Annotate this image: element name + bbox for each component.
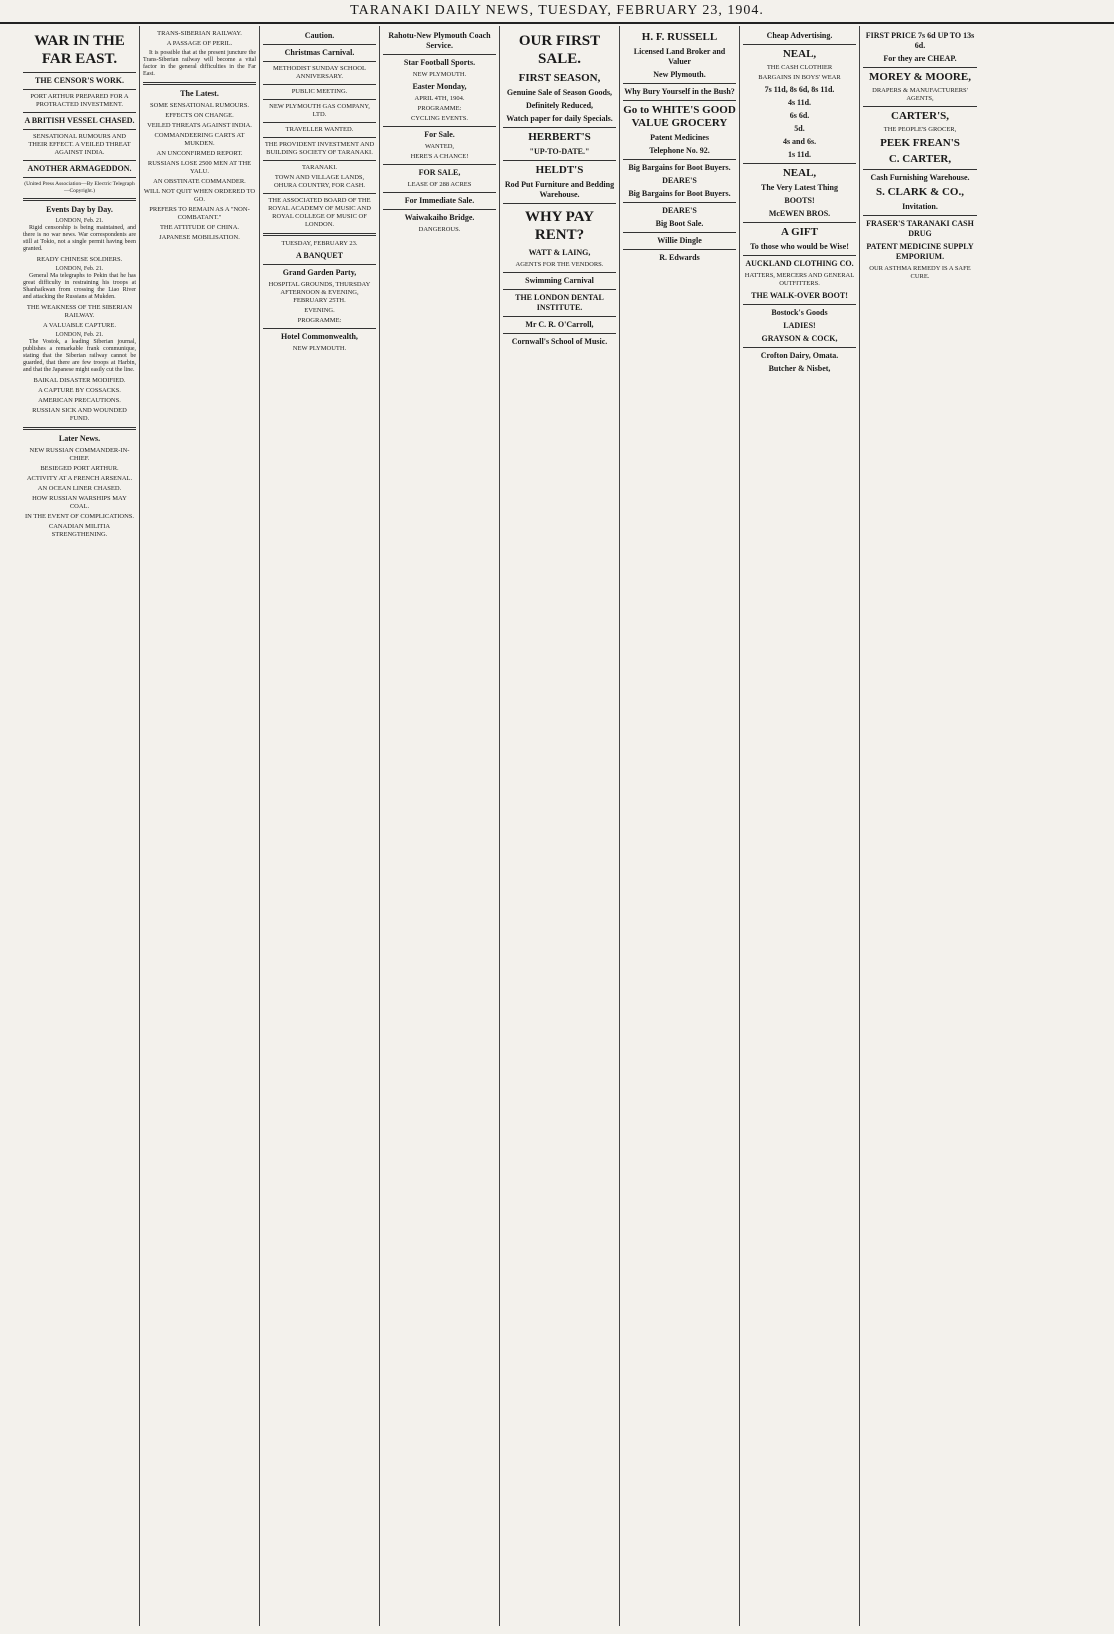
section-later-news: Later News.	[58, 434, 101, 443]
ad-heading: Caution.	[304, 31, 335, 40]
subheading: VEILED THREATS AGAINST INDIA.	[147, 122, 252, 129]
date-line: TUESDAY, FEBRUARY 23.	[281, 240, 358, 247]
ad-heading: Butcher & Nisbet,	[768, 364, 831, 373]
ad-heading: Watch paper for daily Specials.	[506, 114, 613, 123]
ad-heading: Easter Monday,	[412, 82, 467, 91]
ad-heading: AUCKLAND CLOTHING CO.	[745, 259, 854, 268]
ad-heading: For Sale.	[424, 130, 455, 139]
dateline: LONDON, Feb. 21.	[55, 218, 104, 224]
dateline: LONDON, Feb. 21.	[55, 266, 104, 272]
headline-british-vessel: A BRITISH VESSEL CHASED.	[24, 116, 135, 125]
column-8	[860, 26, 980, 1626]
ad-heading: OUR FIRST SALE.	[518, 33, 601, 67]
ad-heading: R. Edwards	[659, 253, 700, 262]
newspaper-columns	[20, 26, 1100, 1626]
subheading: A PASSAGE OF PERIL.	[166, 40, 233, 47]
subheading: CANADIAN MILITIA STRENGTHENING.	[48, 523, 111, 538]
ad-subheading: CYCLING EVENTS.	[410, 115, 469, 122]
headline-war: WAR IN THE FAR EAST.	[34, 33, 125, 67]
ad-heading: A BANQUET	[296, 251, 343, 260]
subheading: THE ATTITUDE OF CHINA.	[159, 224, 240, 231]
ad-subheading: WANTED,	[424, 143, 455, 150]
subheading: EFFECTS ON CHANGE.	[165, 112, 234, 119]
ad-subheading: DRAPERS & MANUFACTURERS' AGENTS,	[872, 87, 968, 102]
ad-subheading: PROGRAMME:	[417, 105, 462, 112]
ad-heading: The Very Latest Thing	[761, 183, 838, 192]
ad-heading: H. F. RUSSELL	[641, 31, 718, 43]
column-3	[260, 26, 380, 1626]
column-7	[740, 26, 860, 1626]
column-1	[20, 26, 140, 1626]
ad-heading: TOWN AND VILLAGE LANDS, OHURA COUNTRY, FOR CASH.	[273, 174, 366, 189]
ad-heading: Star Football Sports.	[403, 58, 476, 67]
ad-heading: THE PROVIDENT INVESTMENT AND BUILDING SOCIETY OF TARANAKI.	[264, 141, 375, 156]
ad-heading: A GIFT	[781, 226, 818, 238]
ad-subheading: HOSPITAL GROUNDS, THURSDAY AFTERNOON & EVENING, FEBRUARY 25TH.	[268, 281, 371, 304]
subheading: RUSSIAN SICK AND WOUNDED FUND.	[32, 407, 127, 422]
ad-heading: McEWEN BROS.	[768, 209, 831, 218]
column-6	[620, 26, 740, 1626]
ad-subheading: LEASE OF 288 ACRES	[407, 181, 472, 188]
subheading: JAPANESE MOBILISATION.	[159, 234, 240, 241]
ad-subheading: HATTERS, MERCERS AND GENERAL OUTFITTERS.	[744, 272, 855, 287]
ad-subheading: NEW PLYMOUTH.	[412, 71, 467, 78]
subheading: AMERICAN PRECAUTIONS.	[38, 397, 121, 404]
ad-heading: DEARE'S	[662, 206, 697, 215]
subheading: BESIEGED PORT ARTHUR.	[40, 465, 119, 472]
ad-heading: PUBLIC MEETING.	[291, 88, 348, 95]
ad-subheading: AGENTS FOR THE VENDORS.	[515, 261, 604, 268]
price: 6s 6d.	[789, 111, 810, 120]
ad-subheading: New Plymouth.	[653, 70, 706, 79]
subheading: RUSSIANS LOSE 2500 MEN AT THE YALU.	[147, 160, 252, 175]
ad-heading: HERBERT'S	[528, 131, 591, 143]
ad-subheading: Rod Put Furniture and Bedding Warehouse.	[504, 180, 615, 199]
headline-sensational: SENSATIONAL RUMOURS AND THEIR EFFECT. A VEILED THREAT AGAINST INDIA.	[28, 133, 131, 156]
subheading: IN THE EVENT OF COMPLICATIONS.	[25, 513, 134, 520]
ad-subheading: HERE'S A CHANCE!	[410, 153, 469, 160]
subheading: ACTIVITY AT A FRENCH ARSENAL.	[26, 475, 133, 482]
ad-heading: Big Boot Sale.	[655, 219, 704, 228]
ad-heading: Cornwall's School of Music.	[511, 337, 608, 346]
article-paragraph: It is possible that at the present juncture the Trans-Siberian railway will become a vital factor in the general difficulties in the Far East.	[143, 50, 256, 77]
price: 4s 11d.	[787, 98, 812, 107]
ad-heading: Grand Garden Party,	[282, 268, 357, 277]
subheading: HOW RUSSIAN WARSHIPS MAY COAL.	[32, 495, 127, 510]
ad-heading: THE WALK-OVER BOOT!	[751, 291, 848, 300]
ad-heading: DEARE'S	[662, 176, 697, 185]
ad-subheading: "UP-TO-DATE."	[529, 147, 590, 156]
ad-heading: Waiwakaiho Bridge.	[404, 213, 475, 222]
ad-heading: NEAL,	[782, 167, 817, 179]
ad-heading: FIRST SEASON,	[518, 72, 601, 84]
dateline: LONDON, Feb. 21.	[55, 332, 104, 338]
ad-heading: Bostock's Goods	[771, 308, 828, 317]
ad-heading: TARANAKI.	[301, 164, 338, 171]
ad-subheading: NEW PLYMOUTH.	[292, 345, 347, 352]
ad-heading: FOR SALE,	[418, 168, 461, 177]
ad-heading: Why Bury Yourself in the Bush?	[624, 87, 735, 96]
ad-heading: Go to WHITE'S GOOD VALUE GROCERY	[623, 104, 736, 129]
article-paragraph: Rigid censorship is being maintained, and there is no war news. War correspondents are still at Tokio, not a single permit having been granted.	[23, 225, 136, 252]
credit-line: (United Press Association—By Electric Telegraph—Copyright.)	[24, 181, 135, 194]
ad-heading: Big Bargains for Boot Buyers.	[628, 189, 731, 198]
article-paragraph: The Vostok, a leading Siberian journal, publishes a remarkable frank communique, stating that the Siberian railway cannot be guarded, that there are few troops at Harbin, and that the Japanese might easily cut the line.	[23, 339, 136, 373]
subheading: READY CHINESE SOLDIERS.	[36, 256, 123, 263]
subheading: AN UNCONFIRMED REPORT.	[156, 150, 243, 157]
ad-heading: Genuine Sale of Season Goods,	[506, 88, 613, 97]
ad-heading: CARTER'S,	[891, 110, 949, 122]
ad-heading: METHODIST SUNDAY SCHOOL ANNIVERSARY.	[273, 65, 366, 80]
masthead: TARANAKI DAILY NEWS, TUESDAY, FEBRUARY 23, 1904.	[0, 0, 1114, 24]
ad-heading: Mr C. R. O'Carroll,	[525, 320, 594, 329]
headline-censor: THE CENSOR'S WORK.	[35, 76, 124, 85]
ad-heading: Big Bargains for Boot Buyers.	[628, 163, 731, 172]
ad-subheading: WATT & LAING,	[528, 248, 591, 257]
ad-heading: NEW PLYMOUTH GAS COMPANY, LTD.	[269, 103, 370, 118]
ad-subheading: PROGRAMME:	[297, 317, 342, 324]
ad-heading: TRAVELLER WANTED.	[285, 126, 354, 133]
section-events: Events Day by Day.	[46, 205, 113, 214]
ad-subheading: THE PEOPLE'S GROCER,	[883, 126, 957, 133]
subheading: COMMANDEERING CARTS AT MUKDEN.	[154, 132, 245, 147]
ad-heading: S. CLARK & CO.,	[875, 186, 964, 198]
ad-heading: BOOTS!	[784, 196, 815, 205]
column-5	[500, 26, 620, 1626]
ad-heading: NEAL,	[782, 48, 817, 60]
column-4	[380, 26, 500, 1626]
headline-port-arthur: PORT ARTHUR PREPARED FOR A PROTRACTED INVESTMENT.	[30, 93, 129, 108]
subheading: TRANS-SIBERIAN RAILWAY.	[157, 30, 242, 37]
column-2	[140, 26, 260, 1626]
ad-heading: Cash Furnishing Warehouse.	[870, 173, 970, 182]
ad-heading: GRAYSON & COCK,	[761, 334, 838, 343]
ad-heading: Willie Dingle	[657, 236, 702, 245]
subheading: BAIKAL DISASTER MODIFIED.	[33, 377, 126, 384]
ad-heading: Crofton Dairy, Omata.	[760, 351, 839, 360]
ad-heading: Cheap Advertising.	[766, 31, 833, 40]
ad-heading: MOREY & MOORE,	[869, 71, 971, 83]
ad-subheading: BARGAINS IN BOYS' WEAR	[758, 74, 841, 81]
ad-heading: Invitation.	[902, 202, 938, 211]
ad-subheading: EVENING.	[304, 307, 335, 314]
ad-subheading: DANGEROUS.	[418, 226, 461, 233]
ad-heading: HELDT'S	[535, 164, 584, 176]
ad-subheading: OUR ASTHMA REMEDY IS A SAFE CURE.	[869, 265, 971, 280]
ad-heading: THE LONDON DENTAL INSTITUTE.	[515, 293, 604, 312]
ad-subheading: Patent Medicines	[650, 133, 709, 142]
ad-subheading: Telephone No. 92.	[649, 146, 710, 155]
ad-heading: FRASER'S TARANAKI CASH DRUG	[866, 219, 974, 238]
price: 1s 11d.	[787, 150, 812, 159]
subheading: WILL NOT QUIT WHEN ORDERED TO GO.	[143, 188, 256, 203]
subheading: NEW RUSSIAN COMMANDER-IN-CHIEF.	[29, 447, 130, 462]
price: 4s and 6s.	[782, 137, 817, 146]
subheading: AN OBSTINATE COMMANDER.	[153, 178, 246, 185]
ad-heading: C. CARTER,	[888, 153, 952, 165]
subheading: THE WEAKNESS OF THE SIBERIAN RAILWAY.	[26, 304, 133, 319]
price: 5d.	[794, 124, 805, 133]
ad-subheading: To those who would be Wise!	[750, 242, 849, 251]
section-latest: The Latest.	[180, 89, 219, 98]
subheading: AN OCEAN LINER CHASED.	[37, 485, 122, 492]
subheading: SOME SENSATIONAL RUMOURS.	[150, 102, 249, 109]
ad-subheading: Licensed Land Broker and Valuer	[633, 47, 726, 66]
ad-subheading: APRIL 4TH, 1904.	[414, 95, 465, 102]
ad-heading: FIRST PRICE 7s 6d UP TO 13s 6d.	[865, 31, 975, 50]
ad-heading: WHY PAY RENT?	[524, 209, 595, 243]
ad-heading: For Immediate Sale.	[404, 196, 475, 205]
ad-heading: PATENT MEDICINE SUPPLY EMPORIUM.	[866, 242, 974, 261]
ad-heading: Swimming Carnival	[525, 276, 594, 285]
ad-subheading: THE CASH CLOTHIER	[766, 64, 833, 71]
article-paragraph: General Ma telegraphs to Pekin that he has great difficulty in restraining his troops at Shanhaikwan from crossing the Liao River and attacking the Russians at Mukden.	[23, 273, 136, 300]
ad-heading: Definitely Reduced,	[525, 101, 594, 110]
subheading: PREFERS TO REMAIN AS A "NON-COMBATANT."	[149, 206, 250, 221]
price: 7s 11d, 8s 6d, 8s 11d.	[764, 85, 835, 94]
ad-heading: Christmas Carnival.	[284, 48, 355, 57]
ad-heading: LADIES!	[783, 321, 816, 330]
ad-heading: Rahotu-New Plymouth Coach Service.	[388, 31, 491, 50]
subheading: A VALUABLE CAPTURE.	[43, 322, 116, 329]
subheading: A CAPTURE BY COSSACKS.	[38, 387, 121, 394]
ad-heading: Hotel Commonwealth,	[281, 332, 358, 341]
headline-armageddon: ANOTHER ARMAGEDDON.	[27, 164, 132, 173]
ad-heading: For they are CHEAP.	[883, 54, 957, 63]
ad-heading: THE ASSOCIATED BOARD OF THE ROYAL ACADEMY OF MUSIC AND ROYAL COLLEGE OF MUSIC OF LONDON.	[268, 197, 371, 228]
ad-heading: PEEK FREAN'S	[880, 137, 960, 149]
